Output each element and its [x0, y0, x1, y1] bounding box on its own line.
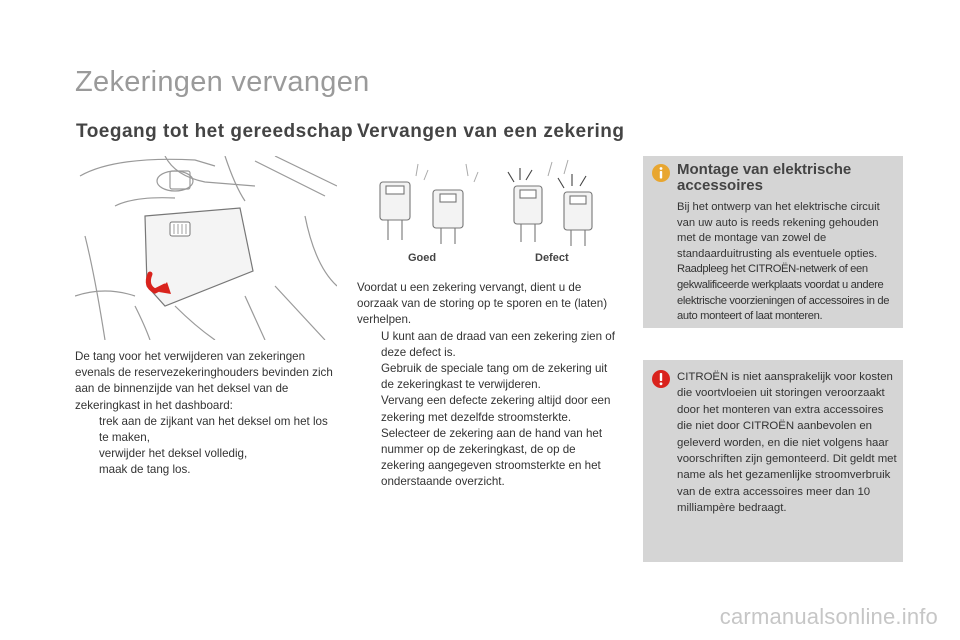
- watermark: carmanualsonline.info: [719, 604, 938, 629]
- warning-box: [643, 360, 903, 562]
- info-box-title: Montage van elektrische accessoires: [677, 161, 852, 194]
- list-item: verwijder het deksel volledig,: [99, 447, 248, 461]
- fuse-replacement-text: [357, 280, 619, 491]
- list-item: Vervang een defecte zekering altijd door een zekering met dezelfde stroomsterkte.: [381, 394, 611, 424]
- tool-access-steps: [75, 414, 337, 479]
- page-title: Zekeringen vervangen: [75, 66, 370, 98]
- tool-access-text: [75, 349, 337, 479]
- info-box-text-condensed: Raadpleeg het CITROËN-netwerk of een gekwalificeerde werkplaats voordat u andere elektrische voorzieningen of accessoires in de auto monteert of laat monteren.: [677, 263, 890, 323]
- warning-icon: [651, 369, 671, 389]
- tool-access-intro: De tang voor het verwijderen van zekeringen evenals de reservezekeringhouders bevinden zich aan de binnenzijde van het deksel van de zekeringkast in het dashboard:: [75, 350, 333, 412]
- list-item: trek aan de zijkant van het deksel om het los te maken,: [99, 414, 328, 445]
- section-heading-fuse-replacement: Vervangen van een zekering: [357, 121, 625, 142]
- fuse-illustration: [368, 152, 593, 254]
- fuse-replacement-intro: Voordat u een zekering vervangt, dient u de oorzaak van de storing op te sporen en te (laten) verhelpen.: [357, 281, 608, 327]
- list-item: Selecteer de zekering aan de hand van het nummer op de zekeringkast, de op de zekering aangegeven stroomsterkte en het onderstaande overzicht.: [381, 426, 603, 489]
- list-item: maak de tang los.: [99, 463, 191, 477]
- info-box-text: Bij het ontwerp van het elektrische circuit van uw auto is reeds rekening gehouden met de montage van zowel de standaarduitrusting als eventuele opties. Raadpleeg het CITROËN-netwerk of een gekwalificeerde werkplaats voordat u andere elektrische voorzieningen of accessoires in de auto monteert of laat monteren.: [677, 201, 890, 323]
- fuse-label-good: Goed: [408, 252, 437, 264]
- fuse-label-defect: Defect: [535, 252, 569, 264]
- fuse-replacement-steps: [357, 329, 619, 491]
- list-item: Gebruik de speciale tang om de zekering uit de zekeringkast te verwijderen.: [381, 362, 608, 392]
- list-item: U kunt aan de draad van een zekering zien of deze defect is.: [381, 329, 615, 359]
- section-heading-tool-access: Toegang tot het gereedschap: [76, 121, 354, 142]
- dashboard-fusebox-illustration: [75, 156, 337, 340]
- warning-box-text: CITROËN is niet aansprakelijk voor kosten die voortvloeien uit storingen veroorzaakt door het monteren van extra accessoires die niet door CITROËN aanbevolen en geleverd worden, en die niet volgens haar voorschriften zijn gemonteerd. Dit geldt met name als het gezamenlijke stroomverbruik van de extra accessoires meer dan 10 milliampère bedraagt.: [677, 371, 897, 515]
- info-box: [643, 156, 903, 328]
- info-icon: [651, 163, 671, 183]
